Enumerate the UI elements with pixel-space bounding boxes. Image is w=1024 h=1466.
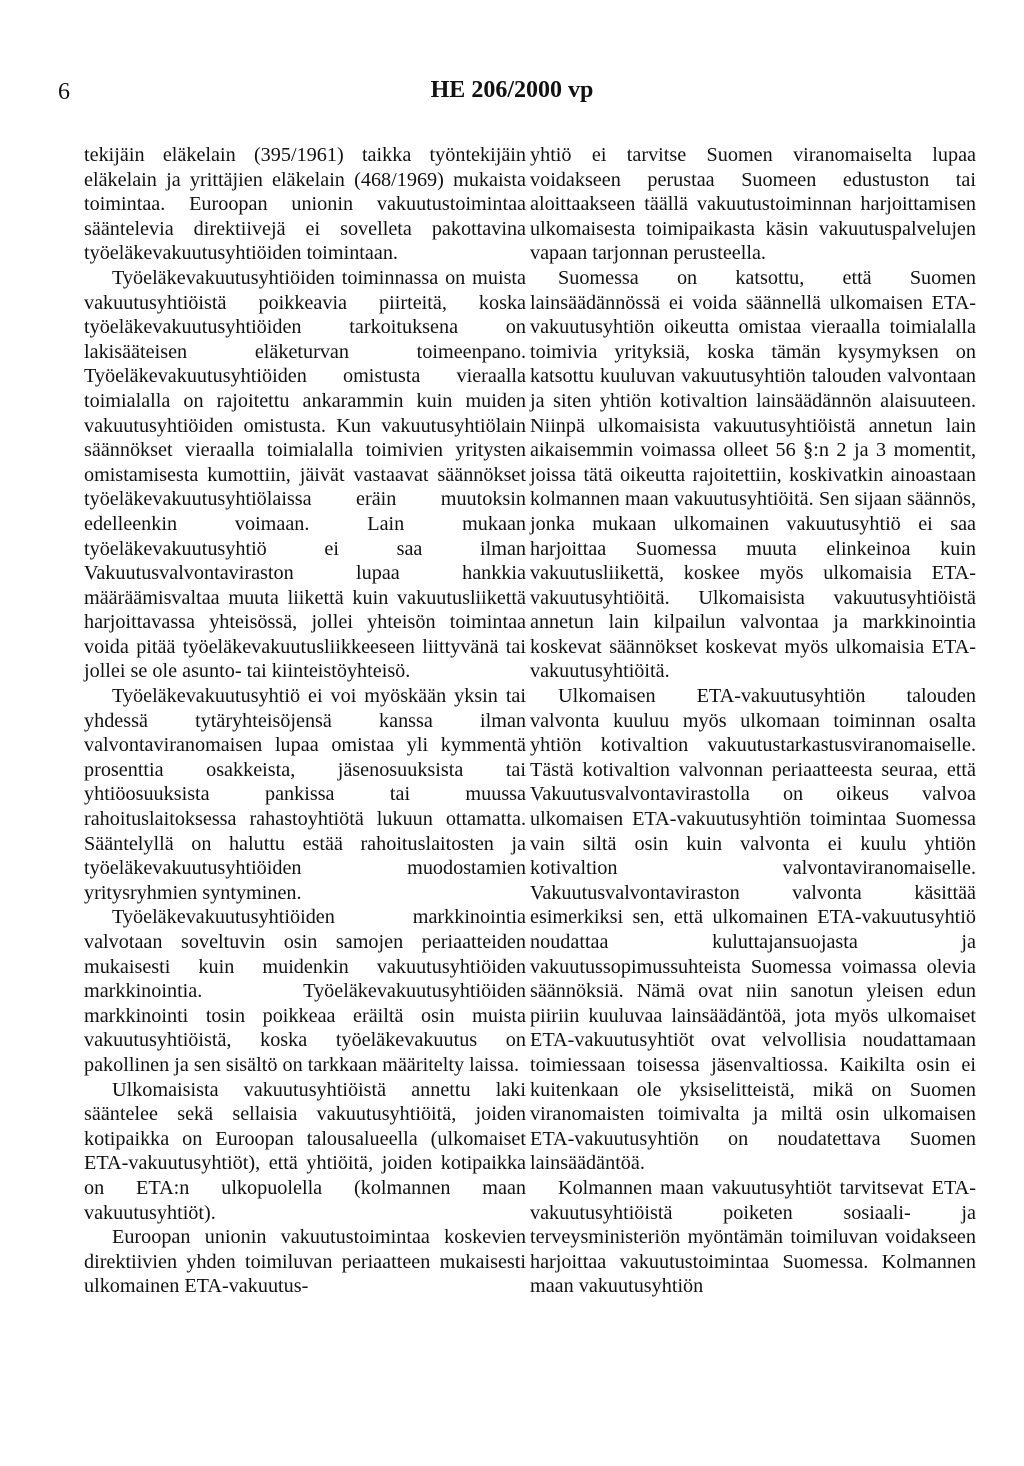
paragraph: Ulkomaisista vakuutusyhtiöistä annettu laki sääntelee sekä sellaisia vakuutusyhtiöitä, joiden kotipaikka on Euroopan talousalueella (ulkomaiset ETA-vakuutusyhtiöt), että yhtiöitä, joiden kotipaikka on ETA:n ulkopuolella (kolmannen maan vakuutusyhtiöt). — [84, 1078, 526, 1224]
paragraph: Työeläkevakuutusyhtiö ei voi myöskään yksin tai yhdessä tytäryhteisöjensä kanssa ilman valvontaviranomaisen lupaa omistaa yli kymmentä prosenttia osakkeista, jäsenosuuksista tai yhtiöosuuksista pankissa tai muussa rahoituslaitoksessa rahastoyhtiötä lukuun ottamatta. Sääntelyllä on haluttu estää rahoituslaitosten ja työeläkevakuutusyhtiöiden muodostamien yritysryhmien syntyminen. — [84, 685, 526, 904]
paragraph: Suomessa on katsottu, että Suomen lainsäädännössä ei voida säännellä ulkomaisen ETA-vakuutusyhtiön oikeutta omistaa vieraalla toimialalla toimivia yrityksiä, koska tämän kysymyksen on katsottu kuuluvan vakuutusyhtiön talouden valvontaan ja siten yhtiön kotivaltion lainsäädännön alaisuuteen. Niinpä ulkomaisista vakuutusyhtiöistä annetun lain aikaisemmin voimassa olleet 56 §:n 2 ja 3 momentit, joissa tätä oikeutta rajoitettiin, koskivatkin ainoastaan kolmannen maan vakuutusyhtiöitä. Sen sijaan säännös, jonka mukaan ulkomainen vakuutusyhtiö ei saa harjoittaa Suomessa muuta elinkeinoa kuin vakuutusliikettä, koskee myös ulkomaisia ETA-vakuutusyhtiöitä. Ulkomaisista vakuutusyhtiöistä annetun lain kilpailun valvontaa ja markkinointia koskevat säännökset koskevat myös ulkomaisia ETA-vakuutusyhtiöitä. — [530, 266, 976, 683]
right-column — [530, 143, 976, 1299]
paragraph: Työeläkevakuutusyhtiöiden markkinointia valvotaan soveltuvin osin samojen periaatteiden mukaisesti kuin muidenkin vakuutusyhtiöiden markkinointia. Työeläkevakuutusyhtiöiden markkinointi tosin poikkeaa eräiltä osin muista vakuutusyhtiöistä, koska työeläkevakuutus on pakollinen ja sen sisältö on tarkkaan määritelty laissa. — [84, 906, 526, 1076]
document-header-title: HE 206/2000 vp — [430, 77, 594, 103]
paragraph: yhtiö ei tarvitse Suomen viranomaiselta lupaa voidakseen perustaa Suomeen edustuston tai aloittaakseen täällä vakuutustoiminnan harjoittamisen ulkomaisesta toimipaikasta käsin vakuutuspalvelujen vapaan tarjonnan perusteella. — [530, 144, 976, 265]
left-column — [84, 143, 526, 1299]
page-number: 6 — [58, 79, 70, 105]
paragraph: Työeläkevakuutusyhtiöiden toiminnassa on muista vakuutusyhtiöistä poikkeavia piirteitä, koska työeläkevakuutusyhtiöiden tarkoituksena on lakisääteisen eläketurvan toimeenpano. Työeläkevakuutusyhtiöiden omistusta vieraalla toimialalla on rajoitettu ankarammin kuin muiden vakuutusyhtiöiden omistusta. Kun vakuutusyhtiölain säännökset vieraalla toimialalla toimivien yritysten omistamisesta kumottiin, jäivät vastaavat säännökset työeläkevakuutusyhtiölaissa eräin muutoksin edelleenkin voimaan. Lain mukaan työeläkevakuutusyhtiö ei saa ilman Vakuutusvalvontaviraston lupaa hankkia määräämisvaltaa muuta liikettä kuin vakuutusliikettä harjoittavassa yhteisössä, jollei yhteisön toimintaa voida pitää työeläkevakuutusliikkeeseen liittyvänä tai jollei se ole asunto- tai kiinteistöyhteisö. — [84, 266, 526, 683]
paragraph: Ulkomaisen ETA-vakuutusyhtiön talouden valvonta kuuluu myös ulkomaan toiminnan osalta yhtiön kotivaltion vakuutustarkastusviranomaiselle. Tästä kotivaltion valvonnan periaatteesta seuraa, että Vakuutusvalvontavirastolla on oikeus valvoa ulkomaisen ETA-vakuutusyhtiön toimintaa Suomessa vain siltä osin kuin valvonta ei kuulu yhtiön kotivaltion valvontaviranomaiselle. Vakuutusvalvontaviraston valvonta käsittää esimerkiksi sen, että ulkomainen ETA-vakuutusyhtiö noudattaa kuluttajansuojasta ja vakuutussopimussuhteista Suomessa voimassa olevia säännöksiä. Nämä ovat niin sanotun yleisen edun piiriin kuuluvaa lainsäädäntöä, jota myös ulkomaiset ETA-vakuutusyhtiöt ovat velvollisia noudattamaan toimiessaan toisessa jäsenvaltiossa. Kaikilta osin ei kuitenkaan ole yksiselitteistä, mikä on Suomen viranomaisten toimivalta ja miltä osin ulkomaisen ETA-vakuutusyhtiön on noudatettava Suomen lainsäädäntöä. — [530, 685, 976, 1175]
paragraph: Kolmannen maan vakuutusyhtiöt tarvitsevat ETA-vakuutusyhtiöistä poiketen sosiaali- ja terveysministeriön myöntämän toimiluvan voidakseen harjoittaa vakuutustoimintaa Suomessa. Kolmannen maan vakuutusyhtiön — [530, 1176, 976, 1298]
paragraph: Euroopan unionin vakuutustoimintaa koskevien direktiivien yhden toimiluvan periaatteen mukaisesti ulkomainen ETA-vakuutus- — [84, 1226, 526, 1298]
paragraph: tekijäin eläkelain (395/1961) taikka työntekijäin eläkelain ja yrittäjien eläkelain (468/1969) mukaista toimintaa. Euroopan unionin vakuutustoimintaa sääntelevia direktiivejä ei sovelleta pakottavina työeläkevakuutusyhtiöiden toimintaan. — [84, 144, 526, 265]
